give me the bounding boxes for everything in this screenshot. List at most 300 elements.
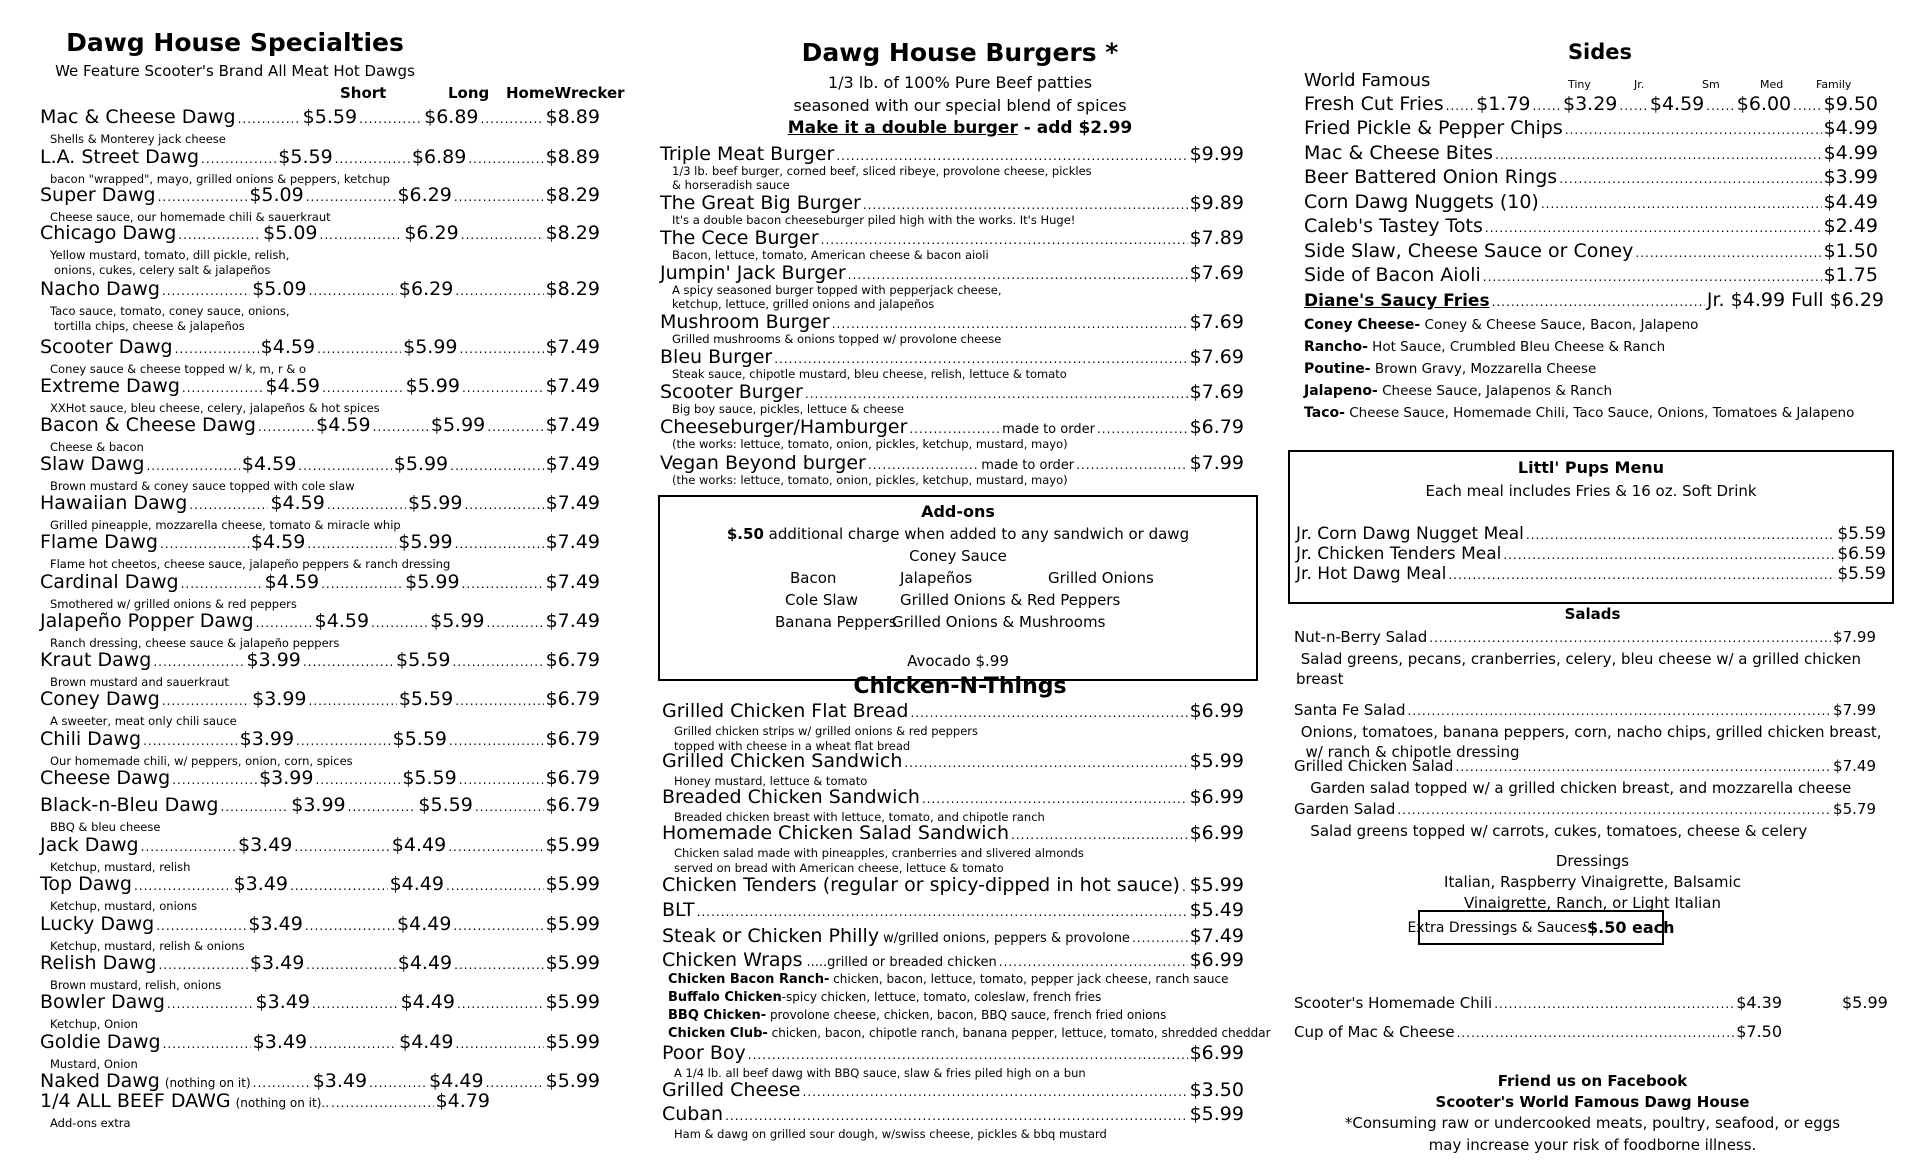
leader-dots	[189, 498, 268, 512]
wrap-name: BBQ Chicken-	[668, 1008, 767, 1023]
item-name: Mac & Cheese Dawg	[40, 106, 236, 128]
price-short: $3.49	[252, 1031, 308, 1053]
leader-dots	[1485, 221, 1822, 235]
burger-item	[660, 381, 1244, 403]
item-name: Bacon & Cheese Dawg	[40, 414, 256, 436]
specialty-item	[40, 571, 600, 593]
leader-dots	[253, 1076, 311, 1090]
leader-dots	[321, 577, 403, 591]
wrap-option	[668, 972, 1228, 987]
leader-dots	[821, 233, 1188, 247]
item-description: Ketchup, mustard, relish	[50, 860, 191, 874]
item-name: Caleb's Tastey Tots	[1304, 215, 1483, 237]
wrap-name: Buffalo Chicken	[668, 990, 782, 1005]
price-homewrecker: $6.79	[545, 649, 601, 671]
item-description: & horseradish sauce	[672, 178, 790, 192]
salad-item	[1294, 628, 1876, 646]
price-short: $3.49	[248, 913, 303, 935]
item-price: Jr. $4.99 Full $6.29	[1706, 289, 1884, 311]
price-short: $3.49	[249, 952, 305, 974]
price-long: $5.99	[403, 336, 458, 358]
price-short: $5.59	[278, 146, 333, 168]
item-name: L.A. Street Dawg	[40, 146, 200, 168]
salad-item	[1294, 757, 1876, 775]
side-item	[1304, 166, 1878, 188]
item-name: Kraut Dawg	[40, 649, 152, 671]
item-description: It's a double bacon cheeseburger piled high with the works. It's Huge!	[672, 213, 1076, 227]
item-name: Mac & Cheese Bites	[1304, 141, 1494, 164]
specialty-item	[40, 649, 600, 671]
quarter-beef-dawg	[40, 1090, 490, 1112]
burgers-line2: seasoned with our special blend of spices	[793, 96, 1127, 115]
item-description: Brown mustard and sauerkraut	[50, 675, 229, 689]
item-name: Relish Dawg	[40, 952, 157, 974]
leader-dots	[298, 459, 391, 473]
item-description: breast	[1296, 670, 1344, 688]
leader-dots	[452, 655, 543, 669]
saucy-fries-type	[1304, 404, 1854, 422]
item-price: $5.99	[1189, 1103, 1244, 1125]
price-short: $4.59	[314, 610, 370, 632]
wrap-description: provolone cheese, chicken, bacon, BBQ sauce, french fried onions	[766, 1008, 1167, 1022]
item-note: .....grilled or breaded chicken	[806, 955, 997, 970]
price-long: $6.29	[398, 278, 454, 300]
item-price: $6.99	[1189, 949, 1244, 971]
extra-dressings-price: $.50 each	[1586, 918, 1675, 937]
leader-dots	[697, 905, 1188, 919]
price-homewrecker: $8.29	[545, 278, 600, 300]
leader-dots	[461, 228, 544, 242]
fries-size-header: Jr.	[1634, 78, 1645, 91]
item-price: $6.99	[1189, 700, 1244, 722]
item-price: $4.49	[1823, 190, 1878, 213]
price-homewrecker: $7.49	[545, 610, 600, 632]
sides-title: Sides	[1567, 40, 1633, 64]
leader-dots	[868, 458, 979, 472]
item-price: $4.99	[1823, 117, 1878, 139]
fresh-cut-fries	[1304, 93, 1878, 115]
specialty-item	[40, 146, 600, 168]
price-homewrecker: $5.99	[545, 873, 600, 895]
specialty-item	[40, 1031, 600, 1053]
item-name: Garden Salad	[1294, 800, 1396, 818]
specialty-item	[40, 834, 600, 856]
extra-dressings-text: Extra Dressings & Sauces	[1407, 919, 1587, 936]
addon-option: Cole Slaw	[785, 591, 858, 609]
leader-dots	[1397, 803, 1831, 817]
item-description: Grilled pineapple, mozzarella cheese, tomato & miracle whip	[50, 518, 401, 532]
item-price: $1.75	[1823, 264, 1878, 286]
price-long: $5.99	[408, 492, 463, 514]
addon-option: Grilled Onions	[1048, 569, 1154, 587]
item-description: Breaded chicken breast with lettuce, tomato, and chipotle ranch	[674, 810, 1045, 824]
item-name: Super Dawg	[40, 184, 156, 206]
price-short: $3.99	[252, 688, 307, 710]
specialty-item	[40, 222, 600, 244]
item-description: Brown mustard, relish, onions	[50, 978, 222, 992]
item-description: Our homemade chili, w/ peppers, onion, corn, spices	[50, 754, 353, 768]
leader-dots	[307, 537, 396, 551]
item-description: BBQ & bleu cheese	[50, 820, 161, 834]
leader-dots	[309, 1037, 397, 1051]
pups-title: Littl' Pups Menu	[1517, 458, 1665, 477]
saucy-type-description: Hot Sauce, Crumbled Bleu Cheese & Ranch	[1367, 339, 1666, 355]
leader-dots	[315, 773, 400, 787]
price-long: $6.89	[411, 146, 467, 168]
price-long: $5.99	[398, 531, 453, 553]
item-description: Ketchup, Onion	[50, 1017, 138, 1031]
item-description: onions, cukes, celery salt & jalapeños	[54, 263, 271, 277]
side-item	[1304, 142, 1878, 164]
leader-dots	[454, 958, 543, 972]
item-price: $7.50	[1736, 1022, 1782, 1041]
price-bowl: $5.99	[1842, 993, 1888, 1012]
leader-dots	[481, 112, 544, 126]
specialty-item	[40, 531, 600, 553]
leader-dots	[1407, 704, 1831, 718]
leader-dots	[455, 284, 543, 298]
dressings-line2: Vinaigrette, Ranch, or Light Italian	[1463, 894, 1721, 912]
price-long: $5.59	[402, 767, 457, 789]
addon-avocado: Avocado $.99	[907, 652, 1009, 670]
item-price: $5.79	[1833, 800, 1876, 818]
item-name: Fresh Cut Fries	[1304, 93, 1444, 115]
leader-dots	[446, 879, 544, 893]
wrap-option	[668, 990, 1101, 1005]
fries-price: $3.29	[1562, 93, 1618, 115]
specialty-item	[40, 492, 600, 514]
salads-title: Salads	[1564, 605, 1621, 623]
price-long: $5.99	[405, 571, 460, 593]
item-name: Vegan Beyond burger	[660, 452, 866, 474]
fries-size-header: Med	[1760, 78, 1784, 91]
chicken-item	[662, 700, 1244, 722]
leader-dots	[163, 1037, 251, 1051]
littl-pups-box	[1288, 450, 1894, 604]
leader-dots	[322, 381, 404, 395]
side-item	[1304, 191, 1878, 213]
leader-dots	[373, 420, 429, 434]
saucy-type-name: Poutine-	[1304, 361, 1371, 377]
leader-dots	[455, 537, 544, 551]
leader-dots	[153, 655, 244, 669]
price-short: $4.59	[270, 492, 325, 514]
item-description: Yellow mustard, tomato, dill pickle, relish,	[50, 248, 290, 262]
item-price: $6.79	[1189, 416, 1244, 438]
leader-dots	[1182, 880, 1188, 894]
specialty-item	[40, 1070, 600, 1092]
fries-size-header: Tiny	[1568, 78, 1591, 91]
leader-dots	[468, 152, 543, 166]
leader-dots	[369, 1076, 427, 1090]
item-price: $6.99	[1189, 822, 1244, 844]
leader-dots	[1495, 148, 1822, 162]
item-name: Scooter Burger	[660, 381, 803, 403]
chicken-item	[662, 874, 1244, 896]
item-name: Slaw Dawg	[40, 453, 145, 475]
item-description: Mustard, Onion	[50, 1057, 138, 1071]
item-name: Chicago Dawg	[40, 222, 177, 244]
item-name: Diane's Saucy Fries	[1304, 291, 1490, 311]
leader-dots	[306, 190, 396, 204]
leader-dots	[331, 1096, 434, 1110]
item-description: Taco sauce, tomato, coney sauce, onions,	[50, 304, 290, 318]
leader-dots	[1429, 631, 1831, 645]
leader-dots	[1559, 172, 1821, 186]
leader-dots	[832, 317, 1188, 331]
burger-item	[660, 452, 1244, 474]
leader-dots	[296, 734, 391, 748]
leader-dots	[1097, 422, 1188, 436]
leader-dots	[371, 616, 428, 630]
leader-dots	[487, 420, 543, 434]
item-price: $3.50	[1189, 1079, 1244, 1101]
leader-dots	[1457, 1026, 1735, 1040]
leader-dots	[305, 919, 395, 933]
price-homewrecker: $8.29	[545, 184, 600, 206]
item-note: (nothing on it)..	[235, 1096, 330, 1110]
price-homewrecker: $5.99	[545, 991, 600, 1013]
addons-box	[658, 495, 1258, 681]
leader-dots	[172, 773, 257, 787]
leader-dots	[256, 616, 313, 630]
saucy-type-name: Taco-	[1304, 405, 1345, 421]
leader-dots	[454, 190, 544, 204]
saucy-fries-type	[1304, 338, 1665, 356]
specialty-item	[40, 767, 600, 789]
price-homewrecker: $8.29	[545, 222, 600, 244]
leader-dots	[317, 342, 401, 356]
wrap-name: Chicken Club-	[668, 1026, 768, 1041]
item-name: Cheese Dawg	[40, 767, 171, 789]
burger-item	[660, 311, 1244, 333]
burger-item	[660, 227, 1244, 249]
leader-dots	[143, 734, 238, 748]
leader-dots	[156, 919, 246, 933]
item-price: $4.99	[1823, 141, 1878, 164]
item-description: Salad greens, pecans, cranberries, celery, bleu cheese w/ a grilled chicken	[1296, 650, 1862, 668]
leader-dots	[167, 997, 254, 1011]
leader-dots	[999, 955, 1188, 969]
leader-dots	[450, 459, 543, 473]
item-name: Bleu Burger	[660, 346, 773, 368]
item-description: (the works: lettuce, tomato, onion, pickles, ketchup, mustard, mayo)	[672, 437, 1068, 451]
leader-dots	[909, 422, 1000, 436]
leader-dots	[453, 919, 543, 933]
item-description: tortilla chips, cheese & jalapeños	[54, 319, 245, 333]
leader-dots	[220, 800, 289, 814]
item-name: Lucky Dawg	[40, 913, 155, 935]
price-homewrecker: $8.89	[545, 146, 600, 168]
specialty-item	[40, 184, 600, 206]
item-price: $1.50	[1823, 239, 1878, 262]
item-price: $9.99	[1189, 143, 1244, 165]
burger-item	[660, 346, 1244, 368]
leader-dots	[904, 756, 1187, 770]
addons-charge-price: $.50	[726, 525, 764, 543]
item-name: Scooter's Homemade Chili	[1294, 994, 1493, 1012]
item-name: Jr. Corn Dawg Nugget Meal	[1296, 524, 1524, 544]
side-item	[1304, 240, 1878, 262]
price-homewrecker: $6.79	[545, 767, 600, 789]
leader-dots	[201, 152, 276, 166]
item-name: Black-n-Bleu Dawg	[40, 794, 219, 816]
price-short: $3.99	[291, 794, 346, 816]
item-name: Beer Battered Onion Rings	[1304, 166, 1558, 188]
chicken-item	[662, 822, 1244, 844]
item-price: $2.49	[1823, 215, 1878, 237]
leader-dots	[1455, 760, 1831, 774]
chicken-item	[662, 949, 1244, 971]
salad-item	[1294, 800, 1876, 818]
specialty-item	[40, 336, 600, 358]
item-name: Coney Dawg	[40, 688, 160, 710]
double-burger-label: Make it a double burger	[787, 118, 1018, 138]
price-short: $3.99	[259, 767, 314, 789]
item-name: Santa Fe Salad	[1294, 701, 1406, 719]
addon-option: Grilled Onions & Red Peppers	[900, 591, 1121, 609]
addon-coney-sauce: Coney Sauce	[909, 547, 1007, 565]
specialty-item	[40, 610, 600, 632]
leader-dots	[1483, 270, 1822, 284]
specialty-item	[40, 728, 600, 750]
price-long: $5.59	[392, 728, 448, 750]
leader-dots	[309, 284, 397, 298]
item-price: $7.69	[1189, 381, 1244, 403]
leader-dots	[1526, 528, 1835, 542]
saucy-type-description: Cheese Sauce, Homemade Chili, Taco Sauce, Onions, Tomatoes & Jalapeno	[1344, 405, 1855, 421]
item-description: w/ ranch & chipotle dressing	[1296, 743, 1520, 761]
leader-dots	[1446, 99, 1474, 113]
item-name: Nacho Dawg	[40, 278, 160, 300]
item-name: Jack Dawg	[40, 834, 139, 856]
item-description: Onions, tomatoes, banana peppers, corn, nacho chips, grilled chicken breast,	[1296, 723, 1882, 741]
wrap-name: Chicken Bacon Ranch-	[668, 972, 830, 987]
price-short: $3.99	[239, 728, 295, 750]
item-description: A spicy seasoned burger topped with pepperjack cheese,	[672, 283, 1002, 297]
chicken-item	[662, 1103, 1244, 1125]
size-column-header: Long	[448, 84, 490, 102]
food-warning-line1: *Consuming raw or undercooked meats, poultry, seafood, or eggs	[1344, 1114, 1841, 1132]
leader-dots	[459, 773, 544, 787]
addons-charge-text: additional charge when added to any sandwich or dawg	[763, 525, 1190, 543]
leader-dots	[303, 655, 394, 669]
dressings-title: Dressings	[1555, 852, 1630, 870]
saucy-type-name: Rancho-	[1304, 339, 1368, 355]
item-name: Grilled Chicken Sandwich	[662, 750, 903, 772]
double-burger-price: - add $2.99	[1017, 118, 1133, 138]
item-description: bacon "wrapped", mayo, grilled onions & peppers, ketchup	[50, 172, 390, 186]
price-long: $4.49	[399, 1031, 454, 1053]
item-name: Cheeseburger/Hamburger	[660, 416, 908, 438]
price-long: $5.99	[405, 375, 460, 397]
item-name: Side Slaw, Cheese Sauce or Coney	[1304, 239, 1634, 262]
price-homewrecker: $6.79	[545, 728, 601, 750]
item-name: Top Dawg	[40, 873, 132, 895]
leader-dots	[1494, 997, 1734, 1011]
specialties-subtitle: We Feature Scooter's Brand All Meat Hot Dawgs	[55, 62, 415, 80]
item-name: Fried Pickle & Pepper Chips	[1304, 117, 1563, 139]
chicken-item	[662, 925, 1244, 947]
leader-dots	[836, 149, 1187, 163]
leader-dots	[158, 958, 247, 972]
item-price: $6.59	[1837, 544, 1886, 564]
leader-dots	[1541, 197, 1822, 211]
leader-dots	[462, 577, 544, 591]
price-homewrecker: $7.49	[545, 375, 600, 397]
item-description: Flame hot cheetos, cheese sauce, jalapeño peppers & ranch dressing	[50, 557, 451, 571]
price-homewrecker: $5.99	[545, 834, 600, 856]
leader-dots	[1565, 123, 1822, 137]
leader-dots	[238, 112, 301, 126]
leader-dots	[294, 840, 389, 854]
item-description: Ketchup, mustard, onions	[50, 899, 198, 913]
item-price: $7.69	[1189, 346, 1244, 368]
item-description: topped with cheese in a wheat flat bread	[674, 739, 911, 753]
item-name: Breaded Chicken Sandwich	[662, 786, 920, 808]
saucy-type-description: Cheese Sauce, Jalapenos & Ranch	[1377, 383, 1613, 399]
specialty-item	[40, 375, 600, 397]
price-homewrecker: $6.79	[545, 688, 600, 710]
burger-item	[660, 262, 1244, 284]
fries-price: $1.79	[1476, 93, 1531, 115]
price-homewrecker: $5.99	[545, 913, 601, 935]
facebook-note: Friend us on Facebook	[1497, 1072, 1688, 1090]
item-price: $7.99	[1833, 628, 1876, 646]
item-name: Scooter Dawg	[40, 336, 173, 358]
item-description: Big boy sauce, pickles, lettuce & cheese	[672, 402, 905, 416]
item-name: Chicken Wraps	[662, 949, 803, 971]
fries-price: $6.00	[1736, 93, 1792, 115]
item-name: Naked Dawg	[40, 1070, 160, 1092]
saucy-type-name: Jalapeno-	[1304, 383, 1378, 399]
price-short: $5.59	[302, 106, 358, 128]
item-price: $5.99	[1189, 874, 1244, 896]
size-column-header: Short	[340, 84, 387, 102]
leader-dots	[475, 800, 544, 814]
price-long: $6.29	[404, 222, 459, 244]
leader-dots	[158, 190, 248, 204]
item-price: $6.99	[1189, 786, 1244, 808]
item-description: (the works: lettuce, tomato, onion, pickles, ketchup, mustard, mayo)	[672, 473, 1068, 487]
saucy-fries-type	[1304, 316, 1698, 334]
leader-dots	[1706, 99, 1734, 113]
specialties-title: Dawg House Specialties	[66, 28, 404, 57]
item-name: The Cece Burger	[660, 227, 819, 249]
item-description: Garden salad topped w/ a grilled chicken breast, and mozzarella cheese	[1296, 779, 1852, 797]
price-long: $4.49	[389, 873, 444, 895]
specialty-item	[40, 873, 600, 895]
leader-dots	[320, 228, 403, 242]
chicken-title: Chicken-N-Things	[853, 674, 1067, 699]
item-name: Nut-n-Berry Salad	[1294, 628, 1428, 646]
item-description: Grilled mushrooms & onions topped w/ provolone cheese	[672, 332, 1002, 346]
item-name: Bowler Dawg	[40, 991, 165, 1013]
item-price: $6.99	[1189, 1042, 1244, 1064]
price-short: $3.49	[312, 1070, 368, 1092]
item-name: Jumpin' Jack Burger	[660, 262, 846, 284]
item-name: Cup of Mac & Cheese	[1294, 1023, 1455, 1041]
side-item	[1304, 264, 1878, 286]
leader-dots	[448, 840, 543, 854]
leader-dots	[175, 342, 259, 356]
pups-subtitle: Each meal includes Fries & 16 oz. Soft Drink	[1425, 482, 1757, 500]
fries-label: World Famous	[1304, 70, 1431, 91]
leader-dots	[805, 387, 1188, 401]
price-long: $6.29	[397, 184, 452, 206]
price-short: $5.09	[249, 184, 304, 206]
leader-dots	[182, 381, 264, 395]
